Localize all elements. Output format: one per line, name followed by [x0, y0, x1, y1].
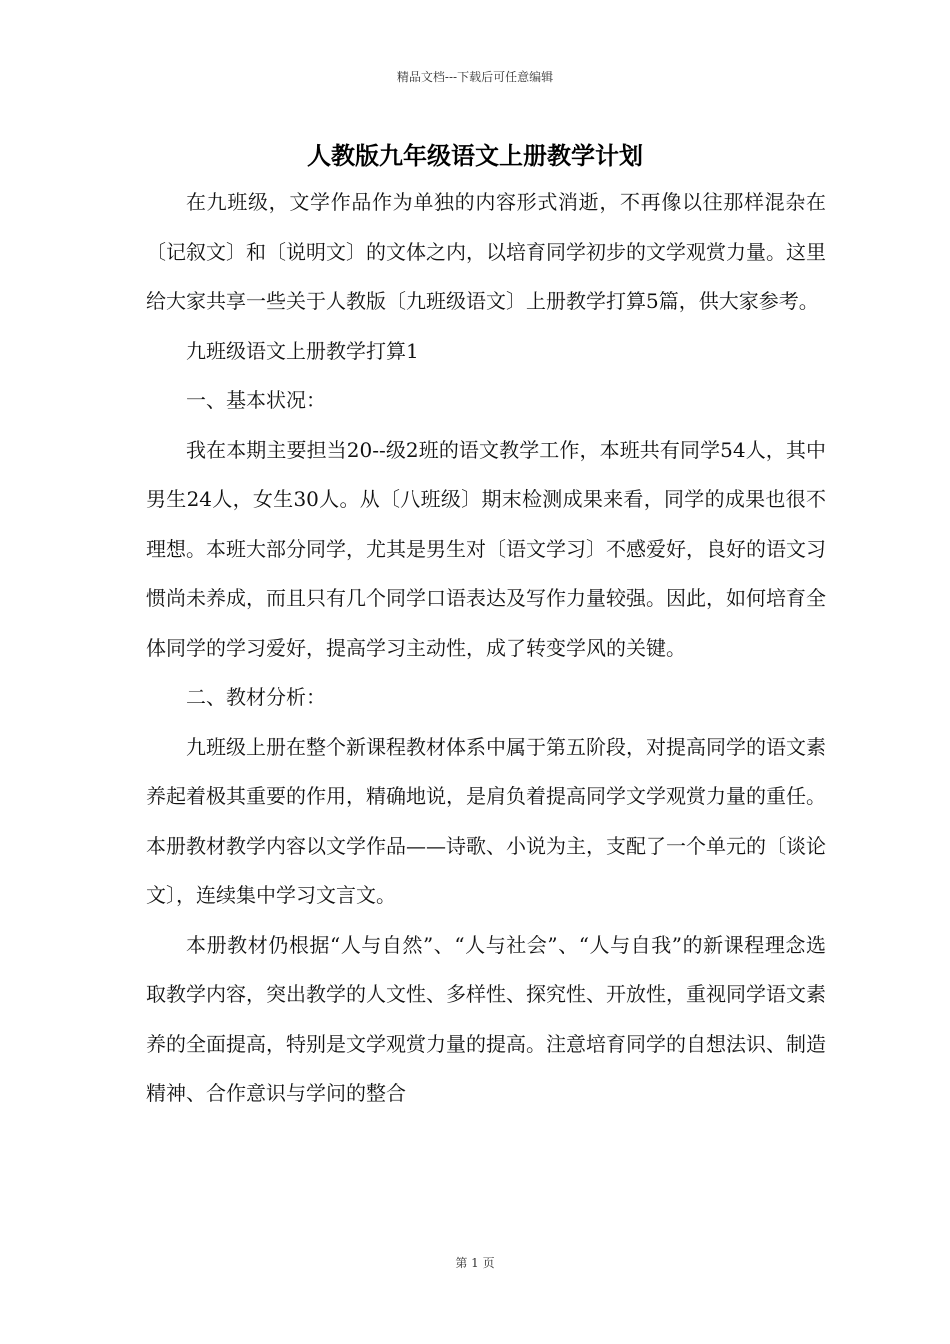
document-body: [146, 178, 826, 1119]
page-footer: [0, 1254, 950, 1271]
page-number: 1: [471, 1256, 479, 1270]
page-number-prefix: 第: [455, 1256, 468, 1270]
paragraph-basic-situation: 我在本期主要担当20--级2班的语文教学工作，本班共有同学54人，其中男生24人，女生30人。从〔八班级〕期末检测成果来看，同学的成果也很不理想。本班大部分同学，尤其是男生对〔语文学习〕不感爱好，良好的语文习惯尚未养成，而且只有几个同学口语表达及写作力量较强。因此，如何培育全体同学的学习爱好，提高学习主动性，成了转变学风的关键。: [146, 437, 826, 660]
section-heading-textbook-analysis: 二、教材分析：: [186, 685, 326, 709]
page-number-suffix: 页: [482, 1256, 495, 1270]
page-header: 精品文档---下载后可任意编辑: [396, 70, 554, 84]
section-heading-plan-1: 九班级语文上册教学打算1: [186, 338, 419, 363]
section-heading-basic-situation: 一、基本状况：: [186, 388, 326, 412]
paragraph-intro: 在九班级，文学作品作为单独的内容形式消逝，不再像以往那样混杂在〔记叙文〕和〔说明文〕的文体之内，以培育同学初步的文学观赏力量。这里给大家共享一些关于人教版〔九班级语文〕上册教学打算5篇，供大家参考。: [146, 190, 826, 313]
document-title: 人教版九年级语文上册教学计划: [307, 141, 643, 170]
paragraph-textbook-concepts: 本册教材仍根据“人与自然”、“人与社会”、“人与自我”的新课程理念选取教学内容，突出教学的人文性、多样性、探究性、开放性，重视同学语文素养的全面提高，特别是文学观赏力量的提高。注意培育同学的自想法识、制造精神、合作意识与学问的整合: [146, 932, 826, 1105]
paragraph-textbook-analysis: 九班级上册在整个新课程教材体系中属于第五阶段，对提高同学的语文素养起着极其重要的作用，精确地说，是肩负着提高同学文学观赏力量的重任。本册教材教学内容以文学作品——诗歌、小说为主，支配了一个单元的〔谈论文〕，连续集中学习文言文。: [146, 734, 826, 907]
